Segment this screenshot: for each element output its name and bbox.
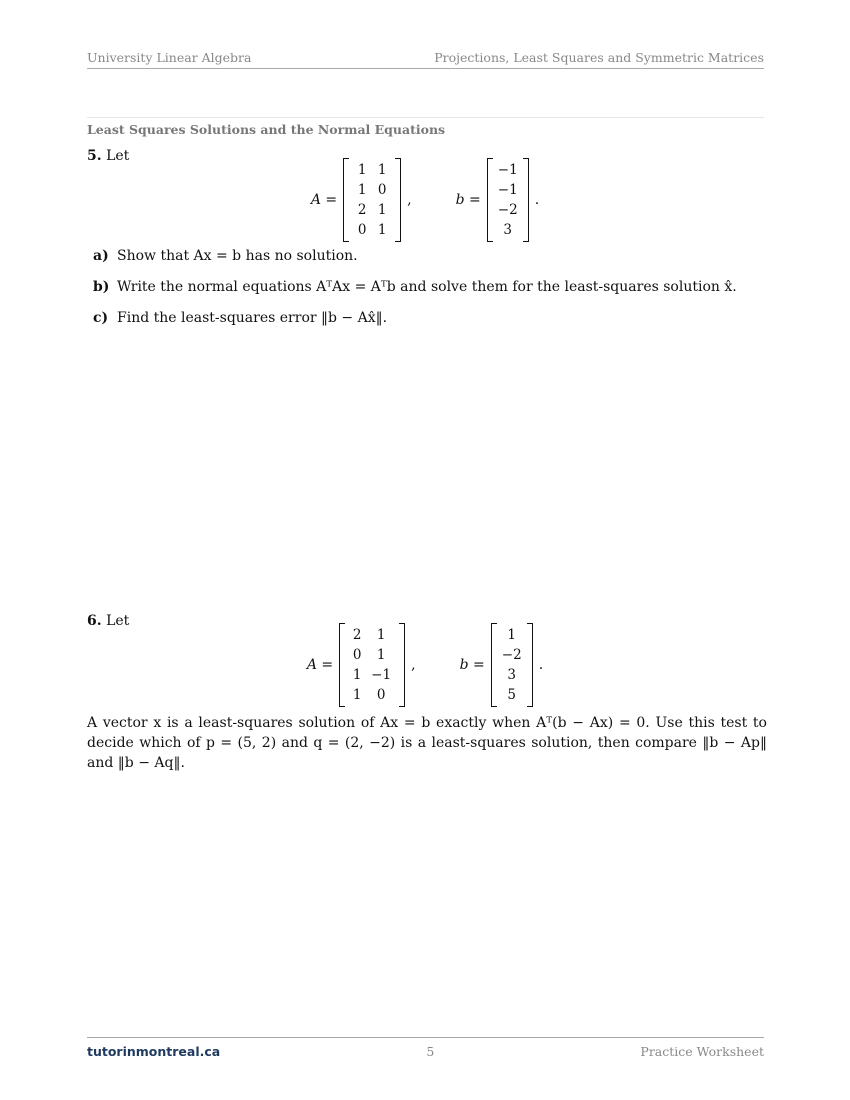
section-title: Least Squares Solutions and the Normal Equations <box>87 122 446 137</box>
matrix-cell: 1 <box>376 647 386 663</box>
matrix-a-cells <box>349 158 395 242</box>
header-topic: Projections, Least Squares and Symmetric Matrices <box>434 50 764 65</box>
matrix-a-label: A = <box>310 192 338 208</box>
matrix-bracket-right <box>523 158 529 242</box>
matrix-a <box>339 623 405 707</box>
matrix-cell: 0 <box>376 687 386 703</box>
page-header <box>87 50 764 69</box>
part-c <box>93 310 737 341</box>
matrix-cell: 3 <box>507 667 517 683</box>
matrix-cell: 1 <box>507 627 517 643</box>
problem-5-number: 5. <box>87 148 102 164</box>
period: . <box>534 192 540 208</box>
problem-6-text: A vector x is a least-squares solution of Ax = b exactly when Aᵀ(b − Ax) = 0. Use this test to decide which of p = (5, 2) and q = (2, −2) is a least-squares solution, then compare ‖b − Ap‖ and ‖b − Aq‖. <box>87 715 767 771</box>
matrix-bracket-right <box>399 623 405 707</box>
comma: , <box>411 657 416 673</box>
vector-b-cells <box>493 158 523 242</box>
matrix-cell: 5 <box>507 687 517 703</box>
vector-b <box>487 158 529 242</box>
part-b-text: Write the normal equations AᵀAx = Aᵀb and solve them for the least-squares solution x̂. <box>117 279 737 295</box>
matrix-cell: −2 <box>497 202 518 218</box>
part-b <box>93 279 737 310</box>
part-a-label: a) <box>93 248 109 264</box>
matrix-a <box>343 158 401 242</box>
footer-site: tutorinmontreal.ca <box>87 1044 221 1059</box>
vector-b-label: b = <box>455 192 481 208</box>
matrix-bracket-right <box>527 623 533 707</box>
part-b-label: b) <box>93 279 110 295</box>
vector-b-cells <box>497 623 527 707</box>
matrix-a-cells <box>345 623 399 707</box>
matrix-cell: 1 <box>352 687 362 703</box>
problem-6-number: 6. <box>87 613 102 629</box>
section-divider <box>87 117 764 118</box>
problem-6-intro: Let <box>106 613 130 629</box>
vector-b <box>491 623 533 707</box>
matrix-cell: 1 <box>377 202 387 218</box>
matrix-cell: 0 <box>357 222 367 238</box>
problem-5-intro: Let <box>106 148 130 164</box>
footer-label: Practice Worksheet <box>640 1044 764 1059</box>
page-number: 5 <box>426 1044 435 1059</box>
problem-5-parts <box>93 248 737 341</box>
page-footer <box>87 1037 764 1059</box>
matrix-bracket-right <box>395 158 401 242</box>
problem-6-matrices <box>0 625 850 705</box>
matrix-cell: −1 <box>497 182 518 198</box>
matrix-cell: 1 <box>357 162 367 178</box>
period: . <box>538 657 544 673</box>
part-a <box>93 248 737 279</box>
matrix-cell: 1 <box>377 162 387 178</box>
matrix-cell: 1 <box>377 222 387 238</box>
comma: , <box>407 192 412 208</box>
part-a-text: Show that Ax = b has no solution. <box>117 248 358 264</box>
matrix-cell: 2 <box>352 627 362 643</box>
part-c-label: c) <box>93 310 109 326</box>
matrix-a-label: A = <box>306 657 334 673</box>
matrix-cell: 1 <box>357 182 367 198</box>
problem-5-matrices <box>0 160 850 240</box>
matrix-cell: 3 <box>503 222 513 238</box>
matrix-cell: 1 <box>352 667 362 683</box>
matrix-cell: −1 <box>497 162 518 178</box>
part-c-text: Find the least-squares error ‖b − Ax̂‖. <box>117 310 388 326</box>
matrix-cell: −1 <box>371 667 392 683</box>
matrix-cell: −2 <box>501 647 522 663</box>
matrix-cell: 1 <box>376 627 386 643</box>
header-course: University Linear Algebra <box>87 50 252 65</box>
matrix-cell: 2 <box>357 202 367 218</box>
vector-b-label: b = <box>459 657 485 673</box>
matrix-cell: 0 <box>352 647 362 663</box>
matrix-cell: 0 <box>377 182 387 198</box>
